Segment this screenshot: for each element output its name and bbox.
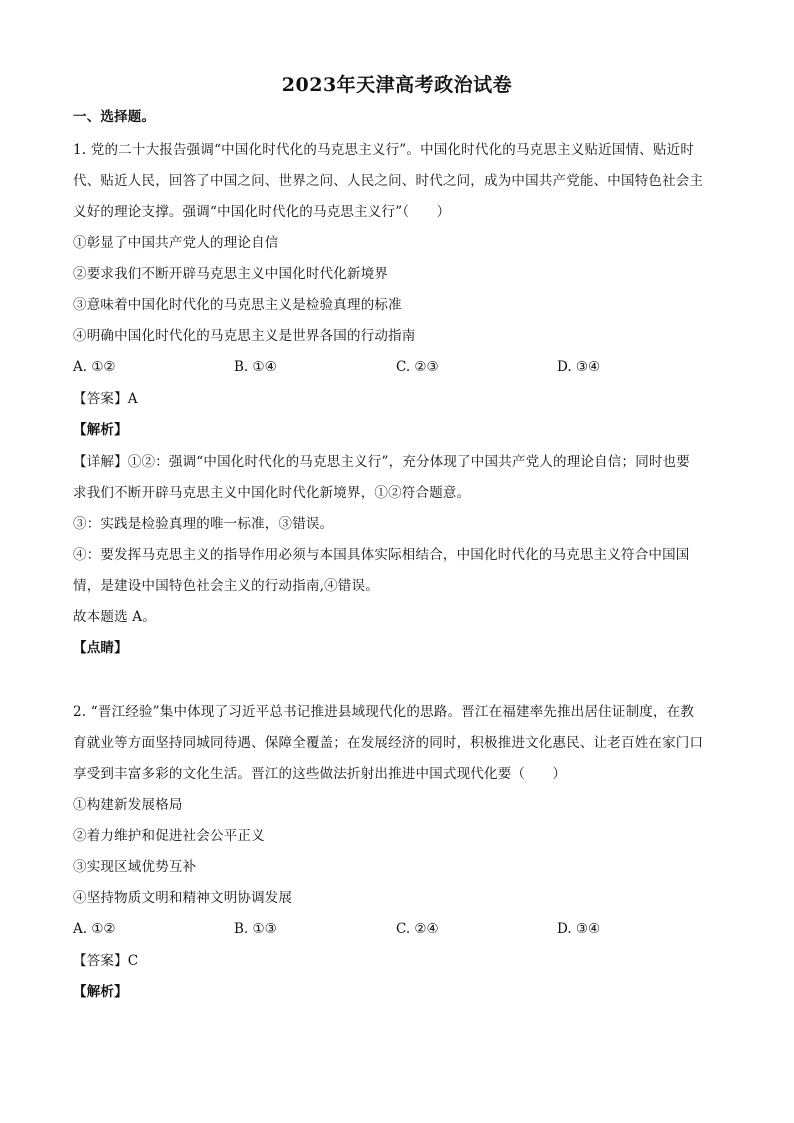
q1-item: ③意味着中国化时代化的马克思主义是检验真理的标准 bbox=[73, 297, 402, 313]
q2-stem-line: 2. “晋江经验”集中体现了习近平总书记推进县域现代化的思路。晋江在福建率先推出居住证制度，在教 bbox=[73, 704, 695, 720]
q2-option-a: A. ①② bbox=[73, 921, 116, 937]
q2-analysis-label: 【解析】 bbox=[73, 984, 128, 1000]
q1-item: ①彰显了中国共产党人的理论自信 bbox=[73, 235, 279, 251]
q1-option-b: B. ①④ bbox=[234, 359, 277, 375]
q2-option-d: D. ③④ bbox=[557, 921, 601, 937]
q1-point-label: 【点睛】 bbox=[73, 640, 128, 656]
q1-answer: 【答案】A bbox=[73, 391, 138, 407]
page-title: 2023年天津高考政治试卷 bbox=[281, 74, 513, 96]
q1-detail-line: 情，是建设中国特色社会主义的行动指南,④错误。 bbox=[73, 578, 379, 594]
q2-item: ④坚持物质文明和精神文明协调发展 bbox=[73, 890, 293, 906]
q1-stem-line: 义好的理论支撑。强调“中国化时代化的马克思主义行”（ ） bbox=[73, 204, 451, 220]
q1-detail-line: 【详解】①②：强调“中国化时代化的马克思主义行”，充分体现了中国共产党人的理论自信；同时也要 bbox=[73, 454, 691, 470]
q2-item: ①构建新发展格局 bbox=[73, 797, 183, 813]
q2-stem-line: 育就业等方面坚持同城同待遇、保障全覆盖；在发展经济的同时，积极推进文化惠民、让老百姓在家门口 bbox=[73, 735, 704, 751]
q2-stem-line: 享受到丰富多彩的文化生活。晋江的这些做法折射出推进中国式现代化要（ ） bbox=[73, 766, 567, 782]
q2-answer: 【答案】C bbox=[73, 953, 139, 969]
q1-option-a: A. ①② bbox=[73, 359, 116, 375]
q1-item: ②要求我们不断开辟马克思主义中国化时代化新境界 bbox=[73, 266, 389, 282]
q2-item: ③实现区域优势互补 bbox=[73, 859, 197, 875]
q1-option-c: C. ②③ bbox=[396, 359, 439, 375]
q2-option-b: B. ①③ bbox=[234, 921, 277, 937]
q1-detail-line: ③：实践是检验真理的唯一标准，③错误。 bbox=[73, 516, 334, 532]
q1-detail-line: 故本题选 A。 bbox=[73, 609, 156, 625]
q1-item: ④明确中国化时代化的马克思主义是世界各国的行动指南 bbox=[73, 328, 416, 344]
q2-item: ②着力维护和促进社会公平正义 bbox=[73, 828, 265, 844]
q1-option-d: D. ③④ bbox=[557, 359, 601, 375]
q1-stem-line: 1. 党的二十大报告强调“中国化时代化的马克思主义行”。中国化时代化的马克思主义贴近国情、贴近时 bbox=[73, 142, 695, 158]
q1-stem-line: 代、贴近人民，回答了中国之问、世界之问、人民之问、时代之问，成为中国共产党能、中国特色社会主 bbox=[73, 173, 704, 189]
section-heading: 一、选择题。 bbox=[73, 109, 156, 125]
q1-detail-line: 求我们不断开辟马克思主义中国化时代化新境界，①②符合题意。 bbox=[73, 485, 471, 501]
q1-analysis-label: 【解析】 bbox=[73, 422, 128, 438]
q1-detail-line: ④：要发挥马克思主义的指导作用必须与本国具体实际相结合，中国化时代化的马克思主义符合中国国 bbox=[73, 547, 690, 563]
q2-option-c: C. ②④ bbox=[396, 921, 439, 937]
